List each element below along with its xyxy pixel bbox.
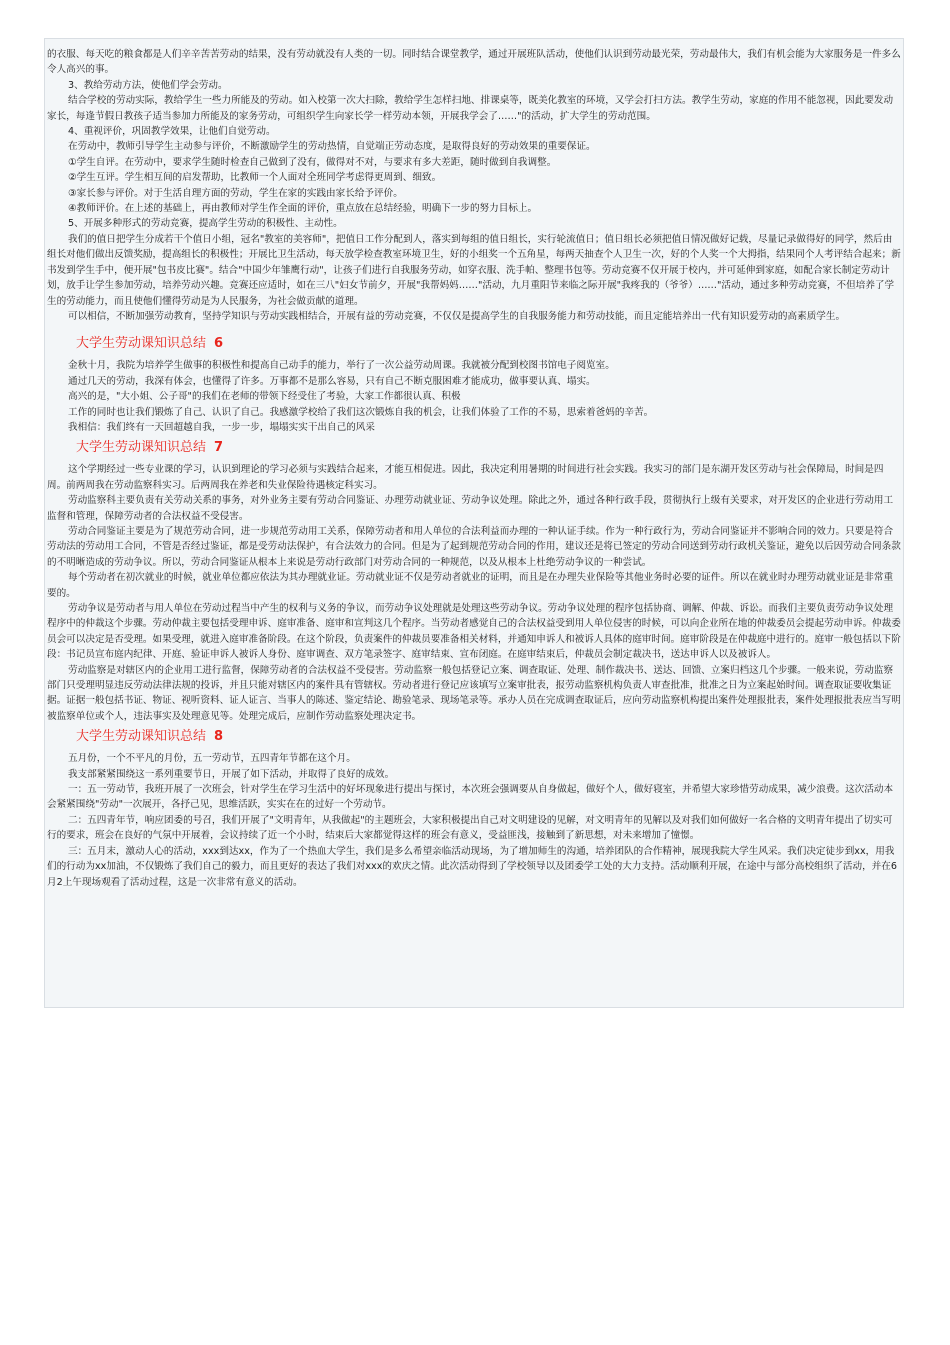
section-heading (47, 727, 901, 747)
paragraph: 的衣服、每天吃的粮食都是人们辛辛苦苦劳动的结果，没有劳动就没有人类的一切。同时结合课堂教学，通过开展班队活动，使他们认识到劳动最光荣，劳动最伟大，我们有机会能为大家服务是一件多么令人高兴的事。 (47, 49, 901, 76)
paragraph: 三：五月末，激动人心的活动，xxx到达xx，作为了一个热血大学生，我们是多么希望亲临活动现场，为了增加师生的沟通，培养团队的合作精神，展现我院大学生风采。我们决定徒步到xx，用我们的行动为xx加油，不仅锻炼了我们自己的毅力，而且更好的表达了我们对xxx的欢庆之情。此次活动得到了学校领导以及团委学工处的大力支持。活动顺利开展，在途中与部分高校组织了活动，并在6月2上午现场观看了活动过程，这是一次非常有意义的活动。 (47, 845, 897, 888)
paragraph: ②学生互评。学生相互间的启发帮助，比教师一个人面对全班同学考虑得更周到、细致。 (68, 172, 442, 184)
paragraph: 金秋十月，我院为培养学生做事的积极性和提高自己动手的能力，举行了一次公益劳动周课。我就被分配到校图书馆电子阅览室。 (68, 360, 615, 372)
section-heading-title: 大学生劳动课知识总结 (76, 729, 207, 745)
section-heading-number: 6 (214, 336, 224, 352)
paragraph: 可以相信，不断加强劳动教育，坚持学知识与劳动实践相结合，开展有益的劳动竞赛，不仅仅是提高学生的自我服务能力和劳动技能，而且定能培养出一代有知识爱劳动的高素质学生。 (68, 310, 846, 322)
paragraph: 我相信：我们终有一天回超越自我，一步一步，塌塌实实干出自己的风采 (68, 421, 375, 433)
paragraph: 高兴的是，"大小姐、公子哥"的我们在老师的带领下经受住了考验，大家工作都很认真、积极 (68, 391, 461, 403)
paragraph: 劳动合同鉴证主要是为了规范劳动合同，进一步规范劳动用工关系，保障劳动者和用人单位的合法利益而办理的一种认证手续。作为一种行政行为，劳动合同鉴证并不影响合同的效力。只要是符合劳动法的劳动用工合同，不管是否经过鉴证，都是受劳动法保护，有合法效力的合同。但是为了起到规范劳动合同的作用，建议还是将已签定的劳动合同送到劳动行政机关鉴证，避免以后因劳动合同条款的不明晰造成的劳动争议。所以，劳动合同鉴证从根本上来说是劳动行政部门对劳动合同的一种规范，以及从根本上杜绝劳动争议的一种尝试。 (47, 525, 901, 568)
section-heading (47, 334, 901, 354)
paragraph: 在劳动中，教师引导学生主动参与评价，不断激励学生的劳动热情，自觉端正劳动态度，是取得良好的劳动效果的重要保证。 (68, 141, 596, 153)
paragraph: 5、开展多种形式的劳动竞赛，提高学生劳动的积极性、主动性。 (68, 218, 343, 230)
paragraph: 每个劳动者在初次就业的时候，就业单位都应依法为其办理就业证。劳动就业证不仅是劳动者就业的证明，而且是在办理失业保险等其他业务时必要的证件。所以在就业时办理劳动就业证是非常重要的。 (47, 572, 894, 599)
section-heading-title: 大学生劳动课知识总结 (76, 336, 207, 352)
paragraph: ③家长参与评价。对于生活自理方面的劳动，学生在家的实践由家长给予评价。 (68, 187, 403, 199)
paragraph: ①学生自评。在劳动中，要求学生随时检查自己做到了没有，做得对不对，与要求有多大差距，随时做到自我调整。 (68, 156, 557, 168)
paragraph: 3、教给劳动方法，使他们学会劳动。 (68, 79, 228, 91)
section-spacer (47, 324, 901, 331)
paragraph: 劳动监察是对辖区内的企业用工进行监督，保障劳动者的合法权益不受侵害。劳动监察一般包括登记立案、调查取证、处理、制作裁决书、送达、回馈、立案归档这几个步骤。一般来说，劳动监察部门只受理明显违反劳动法律法规的投诉，并且只能对辖区内的案件具有管辖权。劳动者进行登记应该填写立案审批表，报劳动监察机构负责人审查批准，批准之日为立案起始时间。调查取证要收集证据。证据一般包括书证、物证、视听资料、证人证言、当事人的陈述、鉴定结论、勘验笔录、现场笔录等。承办人员在完成调查取证后，应向劳动监察机构提出案件处理报批表，案件处理报批表应当写明被监察单位或个人，违法事实及处理意见等。处理完成后，应制作劳动监察处理决定书。 (47, 664, 901, 722)
section-heading-title: 大学生劳动课知识总结 (76, 440, 207, 456)
paragraph: 二：五四青年节，响应团委的号召，我们开展了"文明青年，从我做起"的主题班会，大家积极提出自己对文明建设的见解，对文明青年的见解以及对我们如何做好一名合格的文明青年提出了切实可行的要求，班会在良好的气氛中开展着，会议持续了近一个小时，结束后大家都觉得这样的班会有意义，受益匪浅，接触到了新思想，对未来增加了憧憬。 (47, 814, 893, 842)
section-heading (47, 438, 901, 458)
paragraph: ④教师评价。在上述的基础上，再由教师对学生作全面的评价，重点放在总结经验，明确下一步的努力目标上。 (68, 203, 538, 215)
paragraph: 结合学校的劳动实际，教给学生一些力所能及的劳动。如入校第一次大扫除，教给学生怎样扫地、排课桌等，既美化教室的环境，又学会打扫方法。教学生劳动，家庭的作用不能忽视，因此要发动家长，每逢节假日教孩子适当参加力所能及的家务劳动，可组织学生向家长学一样劳动本领，开展我学会了……"的活动，扩大学生的劳动范围。 (47, 95, 894, 122)
paragraph: 一：五一劳动节，我班开展了一次班会，针对学生在学习生活中的好坏现象进行提出与探讨，本次班会强调要从自身做起，做好个人，做好寝室，并希望大家珍惜劳动成果，减少浪费。这次活动本会紧紧围绕"劳动"一次展开，各抒己见，思维活跃，实实在在的过好一个劳动节。 (47, 784, 894, 811)
document-page (44, 38, 904, 1008)
paragraph: 劳动争议是劳动者与用人单位在劳动过程当中产生的权利与义务的争议，而劳动争议处理就是处理这些劳动争议。劳动争议处理的程序包括协商、调解、仲裁、诉讼。而我们主要负责劳动争议处理程序中的仲裁这个步骤。劳动仲裁主要包括受理申诉、庭审准备、庭审和宣判这几个程序。当劳动者感觉自己的合法权益受到用人单位侵害的时候，可以向企业所在地的仲裁委员会提起劳动申诉。仲裁委员会可以决定是否受理。如果受理，就进入庭审准备阶段。在这个阶段，负责案件的仲裁员要准备相关材料，并通知申诉人和被诉人具体的庭审时间。庭审阶段是在仲裁庭中进行的。庭审一般包括以下阶段：书记员宣布庭内纪律、开庭、验证申诉人被诉人身份、庭审调查、双方笔录签字、庭审结束、宣布闭庭。在庭审结束后，仲裁员会制定裁决书，送达申诉人以及被诉人。 (47, 603, 901, 661)
section-heading-number: 7 (214, 440, 224, 456)
paragraph: 我们的值日把学生分成若干个值日小组，冠名"教室的美容师"，把值日工作分配到人，落实到每组的值日组长，实行轮流值日；值日组长必须把值日情况做好记载，尽量记录做得好的同学，然后由组长对他们做出反馈奖励，提高组长的积极性；开展比卫生活动，每天放学检查教室环境卫生，好的小组奖一个五角星，每两天抽查个人卫生一次，好的个人奖一个大拇指，结果同个人考评结合起来；新书发到学生手中，便开展"包书皮比赛"。结合"中国少年雏鹰行动"，让孩子们进行自我服务劳动，如穿衣服、洗手帕、整理书包等。劳动竞赛不仅开展于校内，并可延伸到家庭，如配合家长制定劳动计划，放手让学生参加劳动，培养劳动兴趣。竞赛还应适时，如在三八"妇女节前夕，开展"我帮妈妈……"活动，九月重阳节来临之际开展"我疼我的（爷爷）……"活动，通过多种劳动竞赛，不但培养了学生的劳动能力，而且使他们懂得劳动是为人民服务，为社会做贡献的道理。 (47, 233, 901, 307)
paragraph: 五月份，一个不平凡的月份，五一劳动节，五四青年节都在这个月。 (68, 753, 356, 765)
paragraph: 工作的同时也让我们锻炼了自己、认识了自己。我感激学校给了我们这次锻炼自我的机会，让我们体验了工作的不易，思索着爸妈的辛苦。 (68, 406, 654, 418)
paragraph: 通过几天的劳动，我深有体会，也懂得了许多。万事都不是那么容易，只有自己不断克服困难才能成功，做事要认真、塌实。 (68, 375, 596, 387)
paragraph: 我支部紧紧围绕这一系列重要节日，开展了如下活动，并取得了良好的成效。 (68, 768, 395, 780)
paragraph: 劳动监察科主要负责有关劳动关系的事务，对外业务主要有劳动合同鉴证、办理劳动就业证、劳动争议处理。除此之外，通过各种行政手段，贯彻执行上级有关要求，对开发区的企业进行劳动用工监督和管理，保障劳动者的合法权益不受侵害。 (47, 495, 894, 522)
paragraph: 4、重视评价，巩固教学效果，让他们自觉劳动。 (68, 126, 276, 138)
section-heading-number: 8 (214, 729, 224, 745)
paragraph: 这个学期经过一些专业课的学习，认识到理论的学习必须与实践结合起来，才能互相促进。因此，我决定利用暑期的时间进行社会实践。我实习的部门是东湖开发区劳动与社会保障局，时间是四周。前两周我在劳动监察科实习。后两周我在养老和失业保险待遇核定科实习。 (47, 464, 884, 491)
